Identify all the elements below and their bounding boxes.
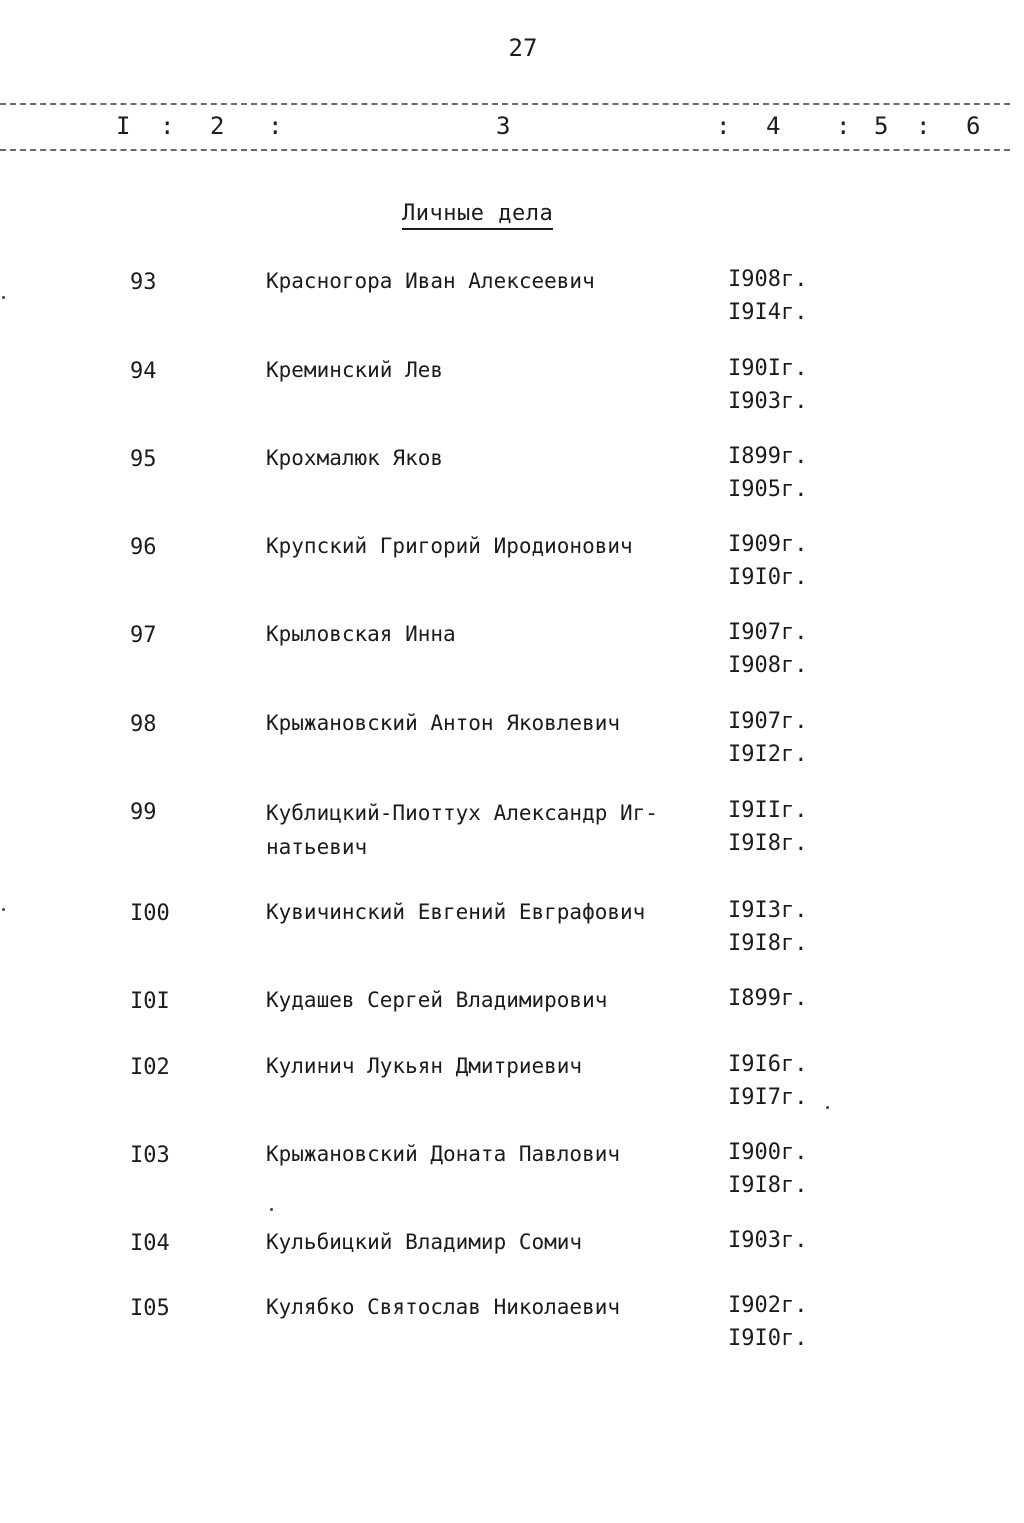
person-name: Крыловская Инна: [266, 622, 456, 646]
case-number: 94: [130, 359, 157, 384]
case-years: I903г.: [728, 1228, 808, 1253]
column-separator: :: [268, 112, 283, 140]
column-separator: :: [836, 112, 851, 140]
person-name: Красногора Иван Алексеевич: [266, 269, 595, 293]
scan-speck: [2, 908, 5, 911]
case-years: I9IIг. I9I8г.: [728, 798, 808, 856]
case-number: I02: [130, 1055, 170, 1080]
column-separator: :: [716, 112, 731, 140]
person-name: Кулябко Святослав Николаевич: [266, 1295, 621, 1319]
column-separator: :: [916, 112, 931, 140]
section-title: Личные дела: [402, 201, 553, 230]
case-years: I908г. I9I4г.: [728, 267, 808, 325]
column-header-1: I: [116, 112, 131, 140]
case-years: I9I3г. I9I8г.: [728, 898, 808, 956]
column-header-6: 6: [966, 112, 981, 140]
case-number: 98: [130, 712, 157, 737]
case-number: I04: [130, 1231, 170, 1256]
person-name: Кублицкий-Пиоттух Александр Иг- натьевич: [266, 801, 658, 859]
case-number: I00: [130, 901, 170, 926]
case-number: I03: [130, 1143, 170, 1168]
person-name: Кульбицкий Владимир Сомич: [266, 1230, 583, 1254]
column-header-2: 2: [210, 112, 225, 140]
person-name: Креминский Лев: [266, 358, 444, 382]
case-number: 93: [130, 270, 157, 295]
case-years: I907г. I908г.: [728, 620, 808, 678]
header-rule-top: [0, 103, 1010, 105]
case-years: I900г. I9I8г.: [728, 1140, 808, 1198]
column-header-3: 3: [496, 112, 511, 140]
case-number: 95: [130, 447, 157, 472]
person-name: Крохмалюк Яков: [266, 446, 444, 470]
case-years: I899г. I905г.: [728, 444, 808, 502]
case-number: I0I: [130, 989, 170, 1014]
case-years: I90Iг. I903г.: [728, 356, 808, 414]
case-number: 97: [130, 623, 157, 648]
case-years: I907г. I9I2г.: [728, 709, 808, 767]
person-name: Крыжановский Доната Павлович: [266, 1142, 621, 1166]
case-number: 96: [130, 535, 157, 560]
scan-speck: [270, 1208, 273, 1211]
case-number: 99: [130, 800, 157, 825]
person-name: Кудашев Сергей Владимирович: [266, 988, 608, 1012]
column-separator: :: [160, 112, 175, 140]
person-name: Кулинич Лукьян Дмитриевич: [266, 1054, 583, 1078]
case-years: I9I6г. I9I7г.: [728, 1052, 808, 1110]
column-header-5: 5: [874, 112, 889, 140]
scan-speck: [2, 296, 5, 299]
case-years: I909г. I9I0г.: [728, 532, 808, 590]
case-number: I05: [130, 1296, 170, 1321]
header-rule-bottom: [0, 149, 1010, 151]
person-name: Крыжановский Антон Яковлевич: [266, 711, 621, 735]
case-years: I902г. I9I0г.: [728, 1293, 808, 1351]
person-name: Кувичинский Евгений Евграфович: [266, 900, 646, 924]
person-name: Крупский Григорий Иродионович: [266, 534, 633, 558]
page-number: 27: [508, 34, 538, 62]
case-years: I899г.: [728, 986, 808, 1011]
scan-speck: [826, 1106, 829, 1109]
column-header-4: 4: [766, 112, 781, 140]
